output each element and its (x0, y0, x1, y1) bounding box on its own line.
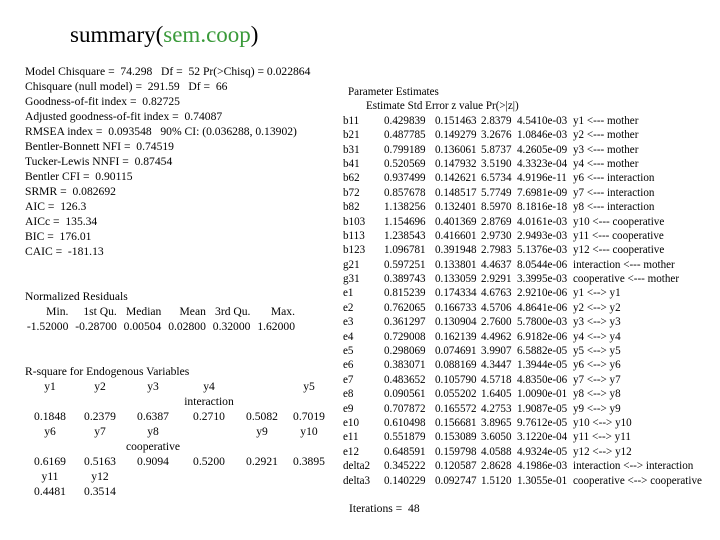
param-cell: 1.3944e-05 (517, 359, 568, 372)
param-row (343, 330, 702, 344)
param-row (343, 373, 702, 387)
rsquare-cell: y7 (94, 425, 106, 438)
param-cell: 4.3323e-04 (517, 157, 568, 170)
rsquare-cell: y3 (147, 380, 159, 393)
rsquare-cell: y12 (91, 470, 109, 483)
param-row (343, 143, 702, 157)
param-cell: 7.6981e-09 (517, 186, 568, 199)
param-cell: 4.6763 (481, 287, 512, 300)
param-cell: 0.074691 (435, 345, 477, 358)
param-cell: 2.9291 (481, 273, 512, 286)
rsquare-cell (287, 484, 331, 499)
rsquare-heading: R-square for Endogenous Variables (25, 365, 190, 378)
rsquare-cell: y10 (300, 425, 318, 438)
slide-title: summary(sem.coop) (70, 22, 259, 47)
param-cell: 5.8737 (481, 143, 512, 156)
param-cell: y4 <--- mother (573, 157, 639, 170)
rsquare-cell: y6 (44, 425, 56, 438)
param-cell: g31 (343, 273, 360, 286)
param-cell: 0.133059 (435, 273, 477, 286)
param-cell: y6 <--- interaction (573, 172, 655, 185)
param-row (343, 459, 702, 473)
parameter-estimates (343, 85, 702, 488)
param-cell: 1.238543 (384, 229, 426, 242)
param-cell: 6.9182e-06 (517, 330, 568, 343)
param-cell: 3.1220e-04 (517, 431, 568, 444)
param-cell: 0.132401 (435, 201, 477, 214)
param-cell: 2.7983 (481, 244, 512, 257)
rsquare-cell: 0.2710 (193, 410, 225, 423)
param-cell: 4.0161e-03 (517, 215, 568, 228)
param-cell: 0.153089 (435, 431, 477, 444)
param-cell: 3.5190 (481, 157, 512, 170)
param-cell: 3.9907 (481, 345, 512, 358)
rsquare-cell: 0.5082 (246, 410, 278, 423)
param-cell: 1.0090e-01 (517, 388, 568, 401)
param-row (343, 344, 702, 358)
param-row (343, 387, 702, 401)
rsquare-cell (125, 469, 181, 484)
param-cell: e9 (343, 402, 354, 415)
param-row (343, 128, 702, 142)
param-row (343, 358, 702, 372)
param-cell: y7 <--> y7 (573, 373, 621, 386)
param-cell: 0.156681 (435, 416, 477, 429)
param-cell: 2.7600 (481, 316, 512, 329)
param-cell: 0.105790 (435, 373, 477, 386)
param-cell: b62 (343, 172, 360, 185)
param-cell: 0.361297 (384, 316, 426, 329)
param-cell: e1 (343, 287, 354, 300)
param-cell: 0.055202 (435, 388, 477, 401)
residual-header: 1st Qu. (83, 305, 117, 318)
param-cell: 8.5970 (481, 201, 512, 214)
param-cell: 0.383071 (384, 359, 426, 372)
fit-stat-line: RMSEA index = 0.093548 90% CI: (0.036288, 0.13902) (25, 125, 297, 138)
rsquare-cell (237, 484, 287, 499)
param-cell: 4.4637 (481, 258, 512, 271)
param-cell: delta2 (343, 460, 371, 473)
param-cell: 0.391948 (435, 244, 477, 257)
param-cell: 3.2676 (481, 129, 512, 142)
param-cell: 2.8379 (481, 114, 512, 127)
param-cell: y10 <--- cooperative (573, 215, 665, 228)
param-cell: 2.9210e-06 (517, 287, 568, 300)
param-cell: e3 (343, 316, 354, 329)
param-cell: y10 <--> y10 (573, 416, 632, 429)
fit-stat-line: CAIC = -181.13 (25, 245, 104, 258)
param-cell: y1 <--- mother (573, 114, 639, 127)
fit-stat-line: AICc = 135.34 (25, 215, 98, 228)
param-cell: 4.1986e-03 (517, 460, 568, 473)
param-row (343, 402, 702, 416)
rsquare-cell: y8 cooperative (125, 425, 181, 453)
param-cell: 4.8350e-06 (517, 373, 568, 386)
param-cell: 2.9730 (481, 229, 512, 242)
param-row (343, 157, 702, 171)
param-cell: 0.429839 (384, 114, 426, 127)
rsquare-cell: 0.5200 (193, 455, 225, 468)
residuals-heading: Normalized Residuals (25, 290, 128, 303)
fit-stat-line: SRMR = 0.082692 (25, 185, 116, 198)
rsquare-cell: 0.4481 (34, 485, 66, 498)
param-cell: 0.162139 (435, 330, 477, 343)
param-cell: 6.5734 (481, 172, 512, 185)
rsquare-cell: 0.3895 (293, 455, 325, 468)
param-cell: y5 <--> y5 (573, 345, 621, 358)
fit-stat-line: BIC = 176.01 (25, 230, 92, 243)
fit-stat-line: Bentler CFI = 0.90115 (25, 170, 133, 183)
param-cell: 4.9324e-05 (517, 445, 568, 458)
fit-stat-line: Goodness-of-fit index = 0.82725 (25, 95, 180, 108)
param-cell: y3 <--> y3 (573, 316, 621, 329)
param-cell: b123 (343, 244, 366, 257)
iterations-line: Iterations = 48 (349, 502, 420, 515)
param-cell: cooperative <--- mother (573, 273, 680, 286)
param-cell: 0.148517 (435, 186, 477, 199)
param-row (343, 315, 702, 329)
param-cell: 4.3447 (481, 359, 512, 372)
residual-value: -1.52000 (26, 320, 69, 333)
rsquare-cell: 0.9094 (137, 455, 169, 468)
param-cell: 0.147932 (435, 157, 477, 170)
param-cell: interaction <--> interaction (573, 460, 694, 473)
param-cell: 4.9196e-11 (517, 172, 567, 185)
param-row (343, 474, 702, 488)
param-cell: 0.648591 (384, 445, 426, 458)
params-heading: Parameter Estimates (348, 86, 439, 98)
param-cell: 1.154696 (384, 215, 426, 228)
param-cell: 8.1816e-18 (517, 201, 568, 214)
rsquare-cell: y9 (256, 425, 268, 438)
param-cell: e12 (343, 445, 360, 458)
rsquare-cell: 0.1848 (34, 410, 66, 423)
param-row (343, 272, 702, 286)
param-cell: 0.092747 (435, 474, 477, 487)
param-cell: 8.0544e-06 (517, 258, 568, 271)
fit-stat-line: Chisquare (null model) = 291.59 Df = 66 (25, 80, 228, 93)
param-cell: y12 <--- cooperative (573, 244, 665, 257)
param-cell: e6 (343, 359, 354, 372)
rsquare-cell: 0.6387 (137, 410, 169, 423)
param-cell: 0.857678 (384, 186, 426, 199)
param-cell: y7 <--- interaction (573, 186, 655, 199)
fit-summary (25, 64, 331, 499)
rsquare-cell: y4 interaction (184, 380, 234, 408)
param-cell: 1.3055e-01 (517, 474, 568, 487)
param-cell: 0.345222 (384, 460, 426, 473)
param-cell: interaction <--- mother (573, 258, 675, 271)
param-cell: e5 (343, 345, 354, 358)
param-cell: 0.133801 (435, 258, 477, 271)
rsquare-cell (237, 469, 287, 484)
param-cell: 2.8628 (481, 460, 512, 473)
fit-stat-line: Model Chisquare = 74.298 Df = 52 Pr(>Chisq) = 0.022864 (25, 65, 311, 78)
param-cell: 0.165572 (435, 402, 477, 415)
param-cell: 1.9087e-05 (517, 402, 568, 415)
residual-header: Mean (179, 305, 206, 318)
param-row (343, 258, 702, 272)
param-cell: 0.707872 (384, 402, 426, 415)
param-cell: y12 <--> y12 (573, 445, 632, 458)
param-cell: 1.138256 (384, 201, 426, 214)
param-cell: 0.729008 (384, 330, 426, 343)
param-cell: 4.8641e-06 (517, 301, 568, 314)
rsquare-cell: 0.6169 (34, 455, 66, 468)
param-cell: y2 <--> y2 (573, 301, 621, 314)
fit-stat-line: Bentler-Bonnett NFI = 0.74519 (25, 140, 174, 153)
param-cell: y2 <--- mother (573, 129, 639, 142)
residual-value: 0.32000 (212, 320, 251, 333)
param-row (343, 114, 702, 128)
param-cell: 0.130904 (435, 316, 477, 329)
param-cell: 0.799189 (384, 143, 426, 156)
param-cell: 1.6405 (481, 388, 512, 401)
rsquare-cell: 0.5163 (84, 455, 116, 468)
param-cell: 3.3995e-03 (517, 273, 568, 286)
param-row (343, 243, 702, 257)
param-row (343, 200, 702, 214)
param-cell: b72 (343, 186, 360, 199)
param-cell: 0.120587 (435, 460, 477, 473)
param-cell: 4.4962 (481, 330, 512, 343)
param-cell: e4 (343, 330, 354, 343)
rsquare-cell: 0.2379 (84, 410, 116, 423)
param-cell: 0.159798 (435, 445, 477, 458)
param-cell: g21 (343, 258, 360, 271)
param-cell: 2.9493e-03 (517, 229, 568, 242)
param-cell: y4 <--> y4 (573, 330, 621, 343)
param-cell: 0.416601 (435, 229, 477, 242)
rsquare-cell: y2 (94, 380, 106, 393)
rsquare-cell: 0.3514 (84, 485, 116, 498)
param-cell: b113 (343, 229, 365, 242)
param-cell: 0.136061 (435, 143, 477, 156)
param-cell: e10 (343, 416, 360, 429)
param-cell: y6 <--> y6 (573, 359, 621, 372)
rsquare-cell (181, 469, 237, 484)
param-cell: 3.8965 (481, 416, 512, 429)
residual-value: 0.00504 (123, 320, 162, 333)
param-cell: 0.551879 (384, 431, 426, 444)
param-row (343, 445, 702, 459)
rsquare-cell (125, 484, 181, 499)
param-row (343, 171, 702, 185)
param-cell: 1.0846e-03 (517, 129, 568, 142)
residual-value: -0.28700 (75, 320, 117, 333)
param-cell: 0.520569 (384, 157, 426, 170)
param-cell: y3 <--- mother (573, 143, 639, 156)
param-cell: 0.610498 (384, 416, 426, 429)
param-cell: y1 <--> y1 (573, 287, 621, 300)
param-cell: 0.090561 (384, 388, 426, 401)
param-cell: 0.142621 (435, 172, 477, 185)
rsquare-cell: y1 (44, 380, 56, 393)
residual-value: 1.62000 (257, 320, 295, 333)
param-cell: 0.151463 (435, 114, 477, 127)
param-cell: y8 <--> y8 (573, 388, 621, 401)
param-cell: 4.0588 (481, 445, 512, 458)
param-cell: 9.7612e-05 (517, 416, 568, 429)
param-cell: e11 (343, 431, 359, 444)
param-cell: 4.5706 (481, 301, 512, 314)
param-cell: 1.5120 (481, 474, 512, 487)
rsquare-cell (237, 379, 287, 409)
rsquare-cell: 0.2921 (246, 455, 278, 468)
param-cell: 5.7800e-03 (517, 316, 568, 329)
param-cell: 0.088169 (435, 359, 477, 372)
param-cell: 4.5718 (481, 373, 512, 386)
param-cell: 0.483652 (384, 373, 426, 386)
param-cell: e2 (343, 301, 354, 314)
param-cell: 0.487785 (384, 129, 426, 142)
residual-header: 3rd Qu. (215, 305, 251, 318)
param-cell: e7 (343, 373, 354, 386)
fit-stat-line: Adjusted goodness-of-fit index = 0.74087 (25, 110, 223, 123)
params-columns: Estimate Std Error z value Pr(>|z|) (366, 100, 519, 113)
param-cell: b21 (343, 129, 360, 142)
param-cell: delta3 (343, 474, 371, 487)
param-cell: 0.389743 (384, 273, 426, 286)
param-cell: 0.937499 (384, 172, 426, 185)
fit-stat-line: AIC = 126.3 (25, 200, 87, 213)
param-row (343, 416, 702, 430)
param-row (343, 286, 702, 300)
param-cell: 0.597251 (384, 258, 426, 271)
param-cell: y11 <--> y11 (573, 431, 631, 444)
rsquare-cell: y5 (303, 380, 315, 393)
param-cell: cooperative <--> cooperative (573, 474, 702, 487)
fit-stat-line: Tucker-Lewis NNFI = 0.87454 (25, 155, 173, 168)
param-row (343, 229, 702, 243)
rsquare-cell (181, 424, 237, 454)
residuals-table (25, 304, 295, 334)
residual-header: Min. (46, 305, 69, 318)
param-cell: 6.5882e-05 (517, 345, 568, 358)
param-cell: 0.401369 (435, 215, 477, 228)
param-cell: b82 (343, 201, 360, 214)
param-cell: 4.2753 (481, 402, 512, 415)
residual-header: Max. (270, 305, 295, 318)
rsquare-table (25, 379, 331, 499)
param-cell: 1.096781 (384, 244, 426, 257)
param-cell: 5.7749 (481, 186, 512, 199)
param-cell: b103 (343, 215, 366, 228)
param-cell: 0.149279 (435, 129, 477, 142)
param-cell: e8 (343, 388, 354, 401)
rsquare-cell: 0.7019 (293, 410, 325, 423)
param-cell: 3.6050 (481, 431, 512, 444)
param-cell: y9 <--> y9 (573, 402, 621, 415)
rsquare-cell (181, 484, 237, 499)
param-cell: 0.166733 (435, 301, 477, 314)
param-cell: b41 (343, 157, 360, 170)
param-row (343, 186, 702, 200)
param-cell: 4.5410e-03 (517, 114, 568, 127)
param-row (343, 430, 702, 444)
param-cell: b31 (343, 143, 360, 156)
param-cell: 0.174334 (435, 287, 477, 300)
param-cell: 0.140229 (384, 474, 426, 487)
param-row (343, 301, 702, 315)
param-cell: b11 (343, 114, 360, 127)
param-cell: 0.762065 (384, 301, 426, 314)
rsquare-cell (287, 469, 331, 484)
param-row (343, 215, 702, 229)
param-cell: y8 <--- interaction (573, 201, 655, 214)
param-cell: 0.298069 (384, 345, 426, 358)
param-cell: 2.8769 (481, 215, 512, 228)
residual-header: Median (125, 305, 162, 318)
rsquare-cell: y11 (41, 470, 59, 483)
param-cell: 5.1376e-03 (517, 244, 568, 257)
residual-value: 0.02800 (168, 320, 206, 333)
param-cell: y11 <--- cooperative (573, 229, 664, 242)
param-cell: 4.2605e-09 (517, 143, 568, 156)
param-cell: 0.815239 (384, 287, 426, 300)
